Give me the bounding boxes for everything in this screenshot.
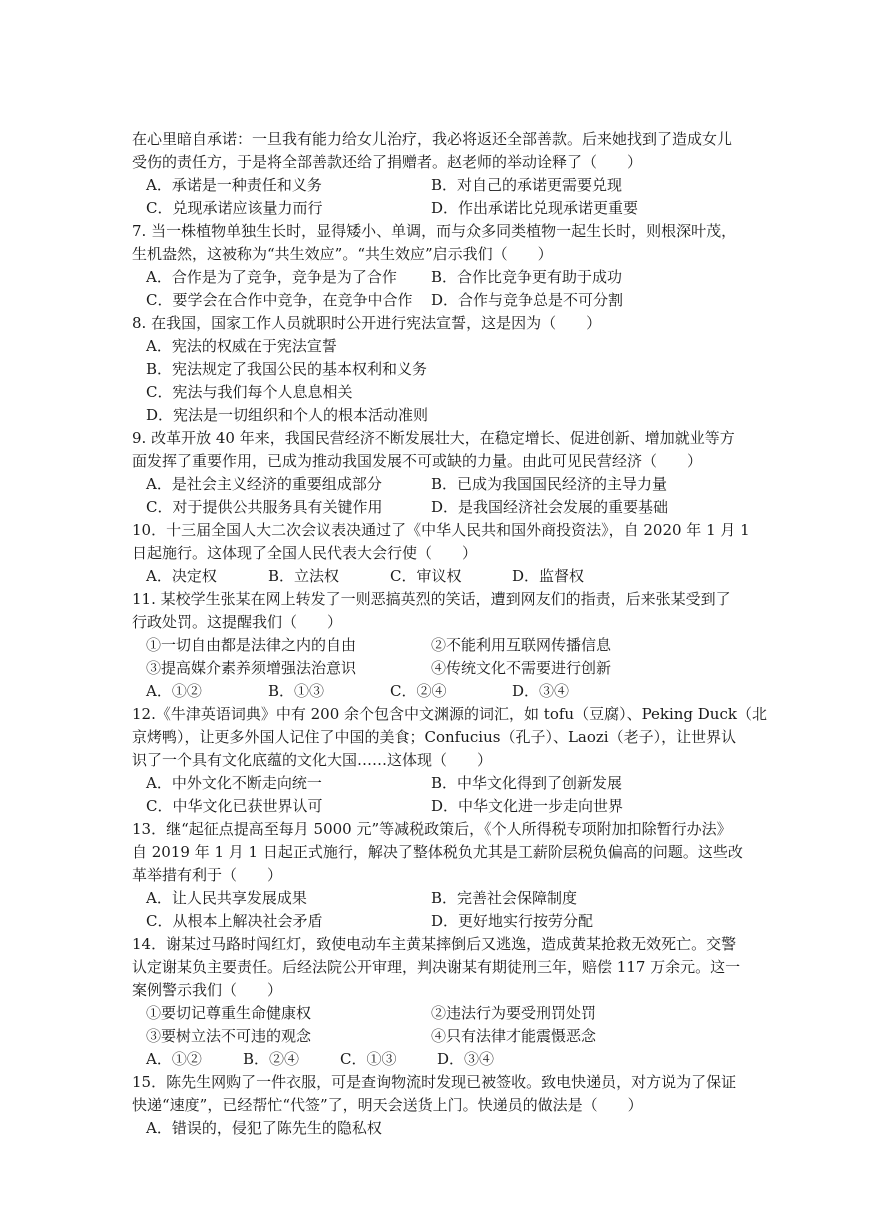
question-10 [132,519,772,588]
statement-row [132,657,772,680]
question-stem-line: 在心里暗自承诺：一旦我有能力给女儿治疗，我必将返还全部善款。后来她找到了造成女儿 [132,130,733,148]
question-stem-line: 案例警示我们（ ） [132,981,283,999]
question-14 [132,933,772,1071]
statement-4: ④只有法律才能震慑恶念 [431,1027,597,1045]
option-d: D．③④ [437,1050,495,1068]
question-stem-line: 日起施行。这体现了全国人民代表大会行使（ ） [132,544,478,562]
option-a: A．错误的，侵犯了陈先生的隐私权 [146,1119,382,1137]
question-stem-line: 生机盎然，这被称为“共生效应”。“共生效应”启示我们（ ） [132,245,553,263]
option-row [132,887,772,910]
option-b: B．已成为我国国民经济的主导力量 [431,475,668,493]
question-stem-line: 认定谢某负主要责任。后经法院公开审理，判决谢某有期徒刑三年，赔偿 117 万余元。这一 [132,958,741,976]
option-d: D．宪法是一切组织和个人的根本活动准则 [146,406,429,424]
option-row [132,1048,772,1071]
option-c: C．中华文化已获世界认可 [146,797,323,815]
question-stem-line: 12.《牛津英语词典》中有 200 余个包含中文渊源的词汇，如 tofu（豆腐）、Peking Duck（北 [132,705,767,723]
option-c: C．兑现承诺应该量力而行 [146,199,323,217]
option-b: B．合作比竞争更有助于成功 [431,268,623,286]
option-d: D．中华文化进一步走向世界 [431,797,624,815]
question-stem-line: 革举措有利于（ ） [132,866,283,884]
question-stem-line: 7. 当一株植物单独生长时，显得矮小、单调，而与众多同类植物一起生长时，则根深叶茂， [132,222,737,240]
option-row [132,289,772,312]
question-stem-line: 14．谢某过马路时闯红灯，致使电动车主黄某摔倒后又逃逸，造成黄某抢救无效死亡。交警 [132,935,737,953]
option-c: C．①③ [340,1050,397,1068]
option-d: D．更好地实行按劳分配 [431,912,594,930]
option-row [132,496,772,519]
option-a: A．①② [146,682,202,700]
question-stem-line: 15．陈先生网购了一件衣服，可是查询物流时发现已被签收。致电快递员，对方说为了保证 [132,1073,737,1091]
option-a: A．让人民共享发展成果 [146,889,307,907]
option-row [132,174,772,197]
statement-row [132,1002,772,1025]
option-row [132,680,772,703]
question-stem-line: 8. 在我国，国家工作人员就职时公开进行宪法宣誓，这是因为（ ） [132,314,602,332]
question-stem-line: 行政处罚。这提醒我们（ ） [132,613,343,631]
option-a: A．决定权 [146,567,217,585]
statement-4: ④传统文化不需要进行创新 [431,659,612,677]
statement-row [132,634,772,657]
question-stem-line: 13．继“起征点提高至每月 5000 元”等减税政策后，《个人所得税专项附加扣除暂行办法》 [132,820,732,838]
option-c: C．对于提供公共服务具有关键作用 [146,498,383,516]
question-9 [132,427,772,519]
option-row [132,473,772,496]
question-7 [132,220,772,312]
option-d: D．合作与竞争总是不可分割 [431,291,624,309]
question-stem-line: 10．十三届全国人大二次会议表决通过了《中华人民共和国外商投资法》，自 2020 年 1 月 1 [132,521,750,539]
option-a: A．承诺是一种责任和义务 [146,176,322,194]
statement-2: ②不能利用互联网传播信息 [431,636,612,654]
statement-1: ①一切自由都是法律之内的自由 [146,636,357,654]
option-d: D．是我国经济社会发展的重要基础 [431,498,669,516]
option-d: D．作出承诺比兑现承诺更重要 [431,199,639,217]
option-row [132,910,772,933]
option-b: B．②④ [243,1050,300,1068]
option-b: B．立法权 [268,567,340,585]
option-a: A．①② [146,1050,202,1068]
question-stem-line: 京烤鸭），让更多外国人记住了中国的美食；Confucius（孔子）、Laozi（老子），让世界认 [132,728,737,746]
question-15 [132,1071,772,1140]
option-a: A．宪法的权威在于宪法宣誓 [146,337,337,355]
question-11 [132,588,772,703]
question-stem-line: 11. 某校学生张某在网上转发了一则恶搞英烈的笑话，遭到网友们的指责，后来张某受到了 [132,590,731,608]
option-b: B．①③ [268,682,325,700]
statement-row [132,1025,772,1048]
statement-2: ②违法行为要受刑罚处罚 [431,1004,597,1022]
question-8 [132,312,772,427]
question-stem-line: 自 2019 年 1 月 1 日起正式施行，解决了整体税负尤其是工薪阶层税负偏高的问题。这些改 [132,843,743,861]
exam-content [132,128,772,1140]
option-c: C．从根本上解决社会矛盾 [146,912,323,930]
option-b: B．宪法规定了我国公民的基本权利和义务 [146,360,428,378]
option-row [132,266,772,289]
option-row [132,565,772,588]
option-row [132,197,772,220]
option-row [132,772,772,795]
option-d: D．监督权 [512,567,585,585]
question-stem-line: 快递“速度”，已经帮忙“代签”了，明天会送货上门。快递员的做法是（ ） [132,1096,643,1114]
question-13 [132,818,772,933]
question-stem-line: 面发挥了重要作用，已成为推动我国发展不可或缺的力量。由此可见民营经济（ ） [132,452,703,470]
question-stem-line: 识了一个具有文化底蕴的文化大国……这体现（ ） [132,751,493,769]
option-b: B．中华文化得到了创新发展 [431,774,623,792]
option-c: C．宪法与我们每个人息息相关 [146,383,353,401]
option-b: B．完善社会保障制度 [431,889,578,907]
option-c: C．②④ [390,682,447,700]
option-a: A．是社会主义经济的重要组成部分 [146,475,382,493]
question-12 [132,703,772,818]
option-a: A．合作是为了竞争，竞争是为了合作 [146,268,397,286]
question-6-continued [132,128,772,220]
option-row [132,795,772,818]
statement-1: ①要切记尊重生命健康权 [146,1004,312,1022]
option-c: C．要学会在合作中竞争，在竞争中合作 [146,291,413,309]
option-c: C．审议权 [390,567,462,585]
option-a: A．中外文化不断走向统一 [146,774,322,792]
option-b: B．对自己的承诺更需要兑现 [431,176,623,194]
question-stem-line: 9. 改革开放 40 年来，我国民营经济不断发展壮大，在稳定增长、促进创新、增加就业等方 [132,429,735,447]
statement-3: ③要树立法不可违的观念 [146,1027,312,1045]
statement-3: ③提高媒介素养须增强法治意识 [146,659,357,677]
option-d: D．③④ [512,682,570,700]
question-stem-line: 受伤的责任方，于是将全部善款还给了捐赠者。赵老师的举动诠释了（ ） [132,153,643,171]
